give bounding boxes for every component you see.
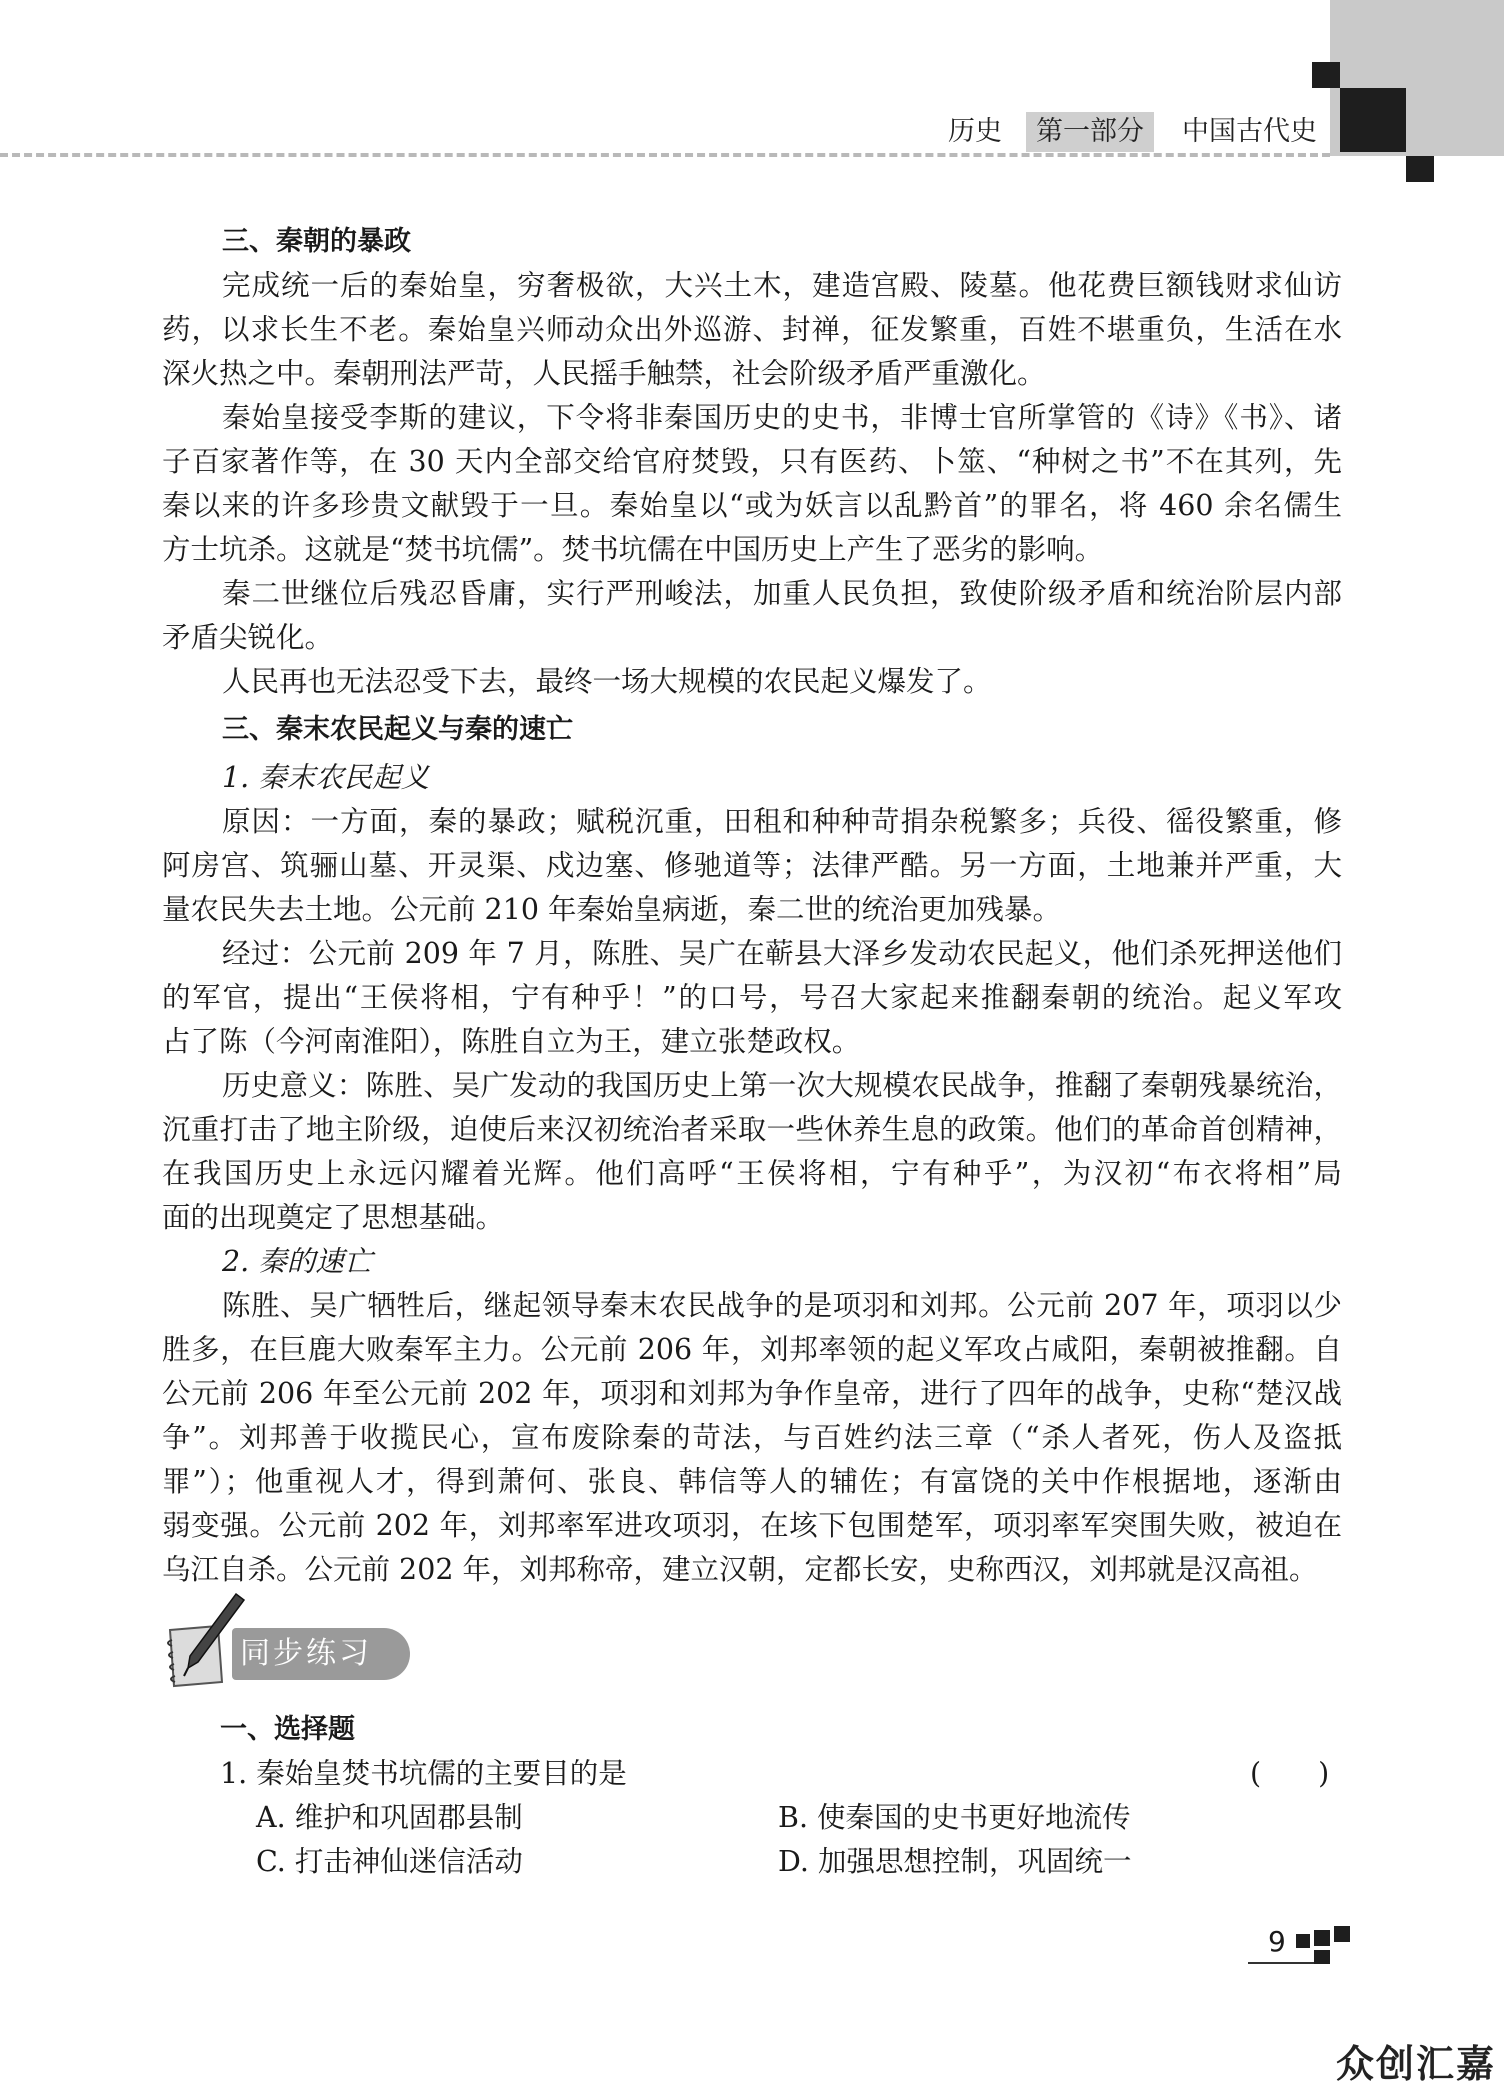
text-line: 胜多，在巨鹿大败秦军主力。公元前 206 年，刘邦率领的起义军攻占咸阳，秦朝被推翻。自: [162, 1333, 1342, 1366]
header-part-badge: 第一部分: [1026, 112, 1154, 152]
text-line: 经过：公元前 209 年 7 月，陈胜、吴广在蕲县大泽乡发动农民起义，他们杀死押送他们: [222, 937, 1342, 970]
question-text: 1. 秦始皇焚书坑儒的主要目的是: [220, 1757, 627, 1790]
text-line: 在我国历史上永远闪耀着光辉。他们高呼“王侯将相，宁有种乎”，为汉初“布衣将相”局: [162, 1157, 1342, 1190]
answer-blank: ( ): [1250, 1757, 1330, 1790]
text-line: 方士坑杀。这就是“焚书坑儒”。焚书坑儒在中国历史上产生了恶劣的影响。: [162, 533, 1104, 566]
text-line: 量农民失去土地。公元前 210 年秦始皇病逝，秦二世的统治更加残暴。: [162, 893, 1062, 926]
footer-square: [1334, 1926, 1350, 1942]
page-number-underline: [1248, 1962, 1318, 1964]
section-heading: 三、秦末农民起义与秦的速亡: [222, 714, 573, 745]
footer-square: [1314, 1930, 1330, 1946]
header-subject: 历史: [948, 116, 1002, 147]
subsection-heading: 2. 秦的速亡: [222, 1245, 373, 1278]
text-line: 秦以来的许多珍贵文献毁于一旦。秦始皇以“或为妖言以乱黔首”的罪名，将 460 余名儒生: [162, 489, 1342, 522]
text-line: 的军官，提出“王侯将相，宁有种乎！”的口号，号召大家起来推翻秦朝的统治。起义军攻: [162, 981, 1342, 1014]
text-line: 乌江自杀。公元前 202 年，刘邦称帝，建立汉朝，定都长安，史称西汉，刘邦就是汉高祖。: [162, 1553, 1318, 1586]
text-line: 面的出现奠定了思想基础。: [162, 1201, 505, 1234]
header-divider: [0, 153, 1330, 157]
option-c: C. 打击神仙迷信活动: [256, 1845, 523, 1878]
text-line: 沉重打击了地主阶级，迫使后来汉初统治者采取一些休养生息的政策。他们的革命首创精神，: [162, 1113, 1342, 1146]
text-line: 人民再也无法忍受下去，最终一场大规模的农民起义爆发了。: [222, 665, 992, 698]
footer-square: [1314, 1950, 1330, 1964]
text-line: 历史意义：陈胜、吴广发动的我国历史上第一次大规模农民战争，推翻了秦朝残暴统治，: [222, 1069, 1342, 1102]
subsection-heading: 1. 秦末农民起义: [222, 761, 430, 794]
text-line: 秦二世继位后残忍昏庸，实行严刑峻法，加重人民负担，致使阶级矛盾和统治阶层内部: [222, 577, 1342, 610]
option-b: B. 使秦国的史书更好地流传: [778, 1801, 1131, 1834]
header-square: [1340, 88, 1406, 152]
text-line: 争”。刘邦善于收揽民心，宣布废除秦的苛法，与百姓约法三章（“杀人者死，伤人及盗抵: [162, 1421, 1342, 1454]
text-line: 罪”）；他重视人才，得到萧何、张良、韩信等人的辅佐；有富饶的关中作根据地，逐渐由: [162, 1465, 1342, 1498]
text-line: 矛盾尖锐化。: [162, 621, 334, 654]
text-line: 完成统一后的秦始皇，穷奢极欲，大兴土木，建造宫殿、陵墓。他花费巨额钱财求仙访: [222, 269, 1342, 302]
option-d: D. 加强思想控制，巩固统一: [778, 1845, 1132, 1878]
text-line: 陈胜、吴广牺牲后，继起领导秦末农民战争的是项羽和刘邦。公元前 207 年，项羽以少: [222, 1289, 1342, 1322]
text-line: 秦始皇接受李斯的建议，下令将非秦国历史的史书，非博士官所掌管的《诗》《书》、诸: [222, 401, 1342, 434]
header-square: [1312, 62, 1340, 88]
text-line: 原因：一方面，秦的暴政；赋税沉重，田租和种种苛捐杂税繁多；兵役、徭役繁重，修: [222, 805, 1342, 838]
header-square: [1406, 156, 1434, 182]
text-line: 公元前 206 年至公元前 202 年，项羽和刘邦为争作皇帝，进行了四年的战争，史称“楚汉战: [162, 1377, 1342, 1410]
text-line: 阿房宫、筑骊山墓、开灵渠、戍边塞、修驰道等；法律严酷。另一方面，土地兼并严重，大: [162, 849, 1342, 882]
watermark: 众创汇嘉: [1335, 2042, 1496, 2086]
text-line: 占了陈（今河南淮阳），陈胜自立为王，建立张楚政权。: [162, 1025, 861, 1058]
section-heading: 三、秦朝的暴政: [222, 226, 411, 257]
text-line: 深火热之中。秦朝刑法严苛，人民摇手触禁，社会阶级矛盾严重激化。: [162, 357, 1046, 390]
option-a: A. 维护和巩固郡县制: [256, 1801, 523, 1834]
exercise-type-heading: 一、选择题: [220, 1714, 355, 1745]
page-number: 9: [1268, 1925, 1286, 1958]
exercise-banner: 同步练习: [232, 1628, 410, 1680]
header-section: 中国古代史: [1182, 116, 1317, 147]
footer-square: [1296, 1934, 1310, 1948]
text-line: 药，以求长生不老。秦始皇兴师动众出外巡游、封禅，征发繁重，百姓不堪重负，生活在水: [162, 313, 1342, 346]
text-line: 弱变强。公元前 202 年，刘邦率军进攻项羽，在垓下包围楚军，项羽率军突围失败，被迫在: [162, 1509, 1342, 1542]
text-line: 子百家著作等，在 30 天内全部交给官府焚毁，只有医药、卜筮、“种树之书”不在其列，先: [162, 445, 1342, 478]
